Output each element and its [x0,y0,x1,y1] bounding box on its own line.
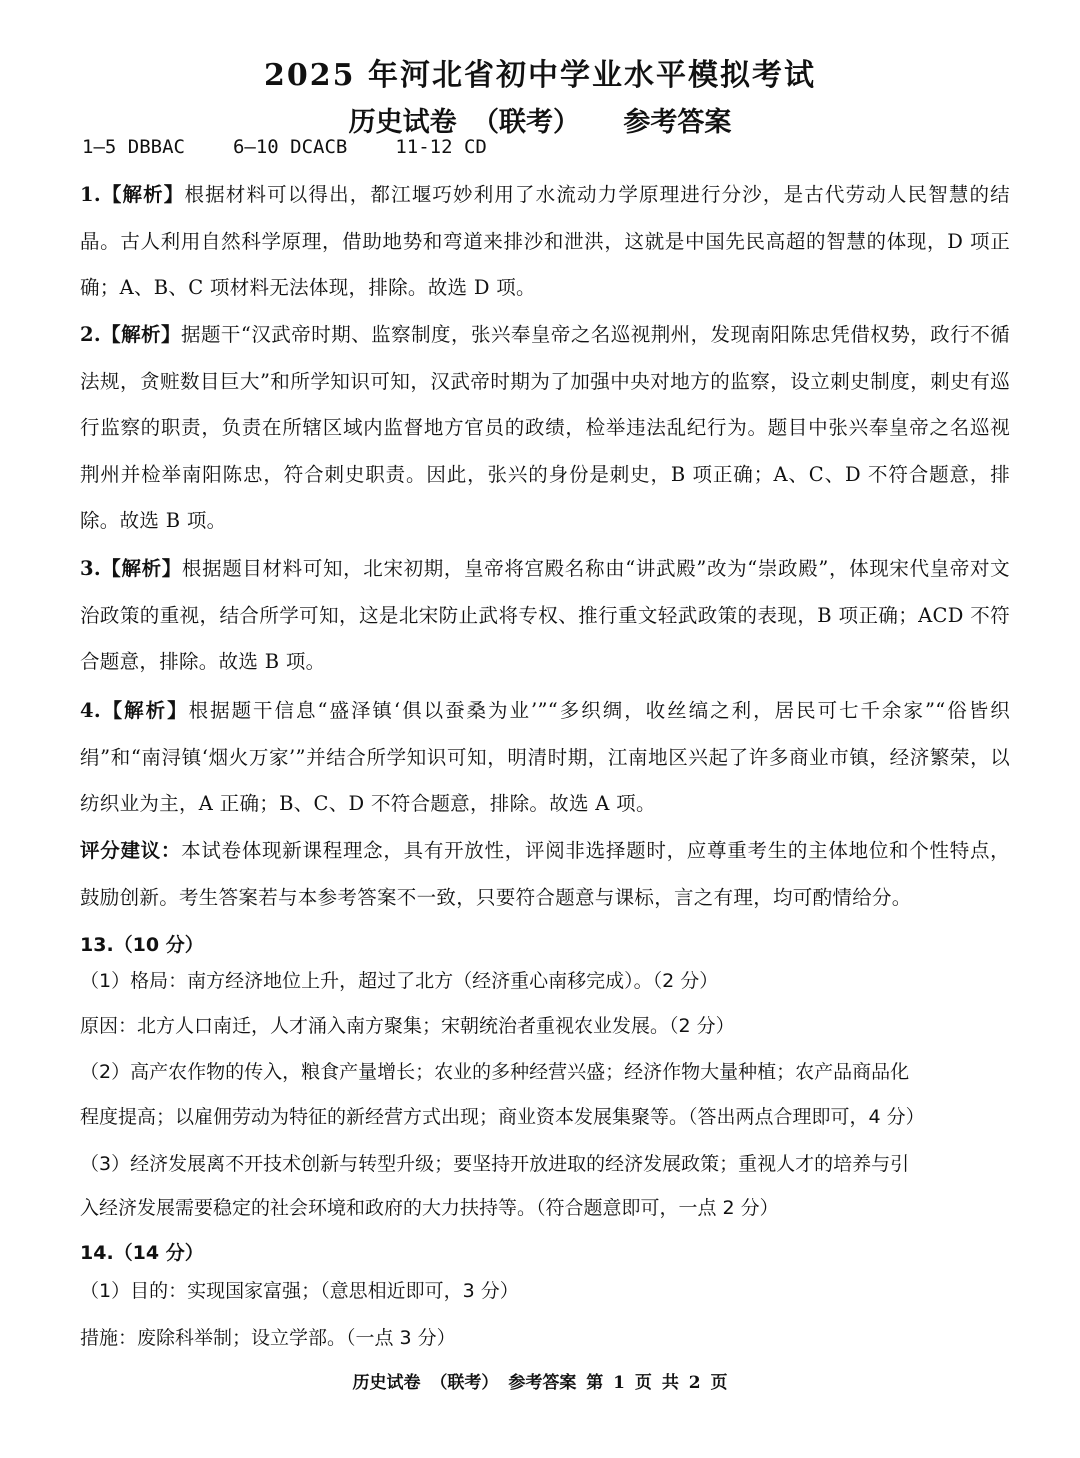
answer-group-1: 1—5 DBBAC [82,136,185,158]
q13-line: （1）格局：南方经济地位上升，超过了北方（经济重心南移完成）。（2 分） [80,970,719,992]
q13-line: 原因：北方人口南迁，人才涌入南方聚集；宋朝统治者重视农业发展。（2 分） [80,1015,735,1037]
q13-line: 入经济发展需要稳定的社会环境和政府的大力扶持等。（符合题意即可，一点 2 分） [80,1197,779,1219]
explanation-text: 根据材料可以得出，都江堰巧妙利用了水流动力学原理进行分沙，是古代劳动人民智慧的结晶。古人利用自然科学原理，借助地势和弯道来排沙和泄洪，这就是中国先民高超的智慧的体现，D 项正确；A、B、C 项材料无法体现，排除。故选 D 项。 [80,183,1010,299]
explanation-label: 1.【解析】 [80,183,185,206]
q13-line: （2）高产农作物的传入，粮食产量增长；农业的多种经营兴盛；经济作物大量种植；农产品商品化 [80,1061,910,1083]
explanation-4 [80,688,1010,828]
answer-group-3: 11-12 CD [395,136,487,158]
grading-label: 评分建议： [80,839,182,862]
page-footer: 历史试卷 （联考） 参考答案 第 1 页 共 2 页 [352,1373,728,1393]
grading-text: 本试卷体现新课程理念，具有开放性，评阅非选择题时，应尊重考生的主体地位和个性特点，鼓励创新。考生答案若与本参考答案不一致，只要符合题意与课标，言之有理，均可酌情给分。 [80,839,1010,909]
q13-line: （3）经济发展离不开技术创新与转型升级；要坚持开放进取的经济发展政策；重视人才的培养与引 [80,1153,910,1175]
q14-header: 14.（14 分） [80,1242,204,1264]
explanation-3 [80,546,1010,686]
explanation-1 [80,172,1010,312]
explanation-2 [80,312,1010,545]
explanation-text: 根据题干信息“盛泽镇‘俱以蚕桑为业’”“多织绸，收丝缟之利，居民可七千余家”“俗皆织绢”和“南浔镇‘烟火万家’”并结合所学知识可知，明清时期，江南地区兴起了许多商业市镇，经济繁荣，以纺织业为主，A 正确；B、C、D 不符合题意，排除。故选 A 项。 [80,699,1010,815]
subject-label: 历史试卷 （联考） [348,107,580,138]
explanation-text: 据题干“汉武帝时期、监察制度，张兴奉皇帝之名巡视荆州，发现南阳陈忠凭借权势，政行不循法规，贪赃数目巨大”和所学知识可知，汉武帝时期为了加强中央对地方的监察，设立刺史制度，刺史有巡行监察的职责，负责在所辖区域内监督地方官员的政绩，检举违法乱纪行为。题目中张兴奉皇帝之名巡视荆州并检举南阳陈忠，符合刺史职责。因此，张兴的身份是刺史，B 项正确；A、C、D 不符合题意，排除。故选 B 项。 [80,323,1010,532]
grading-suggestion [80,828,1010,921]
choice-answers [82,136,535,158]
explanation-label: 3.【解析】 [80,557,182,580]
exam-title: 2025 年河北省初中学业水平模拟考试 [264,58,816,93]
answer-group-2: 6—10 DCACB [232,136,348,158]
explanation-label: 4.【解析】 [80,699,189,722]
q14-line: 措施：废除科举制；设立学部。（一点 3 分） [80,1327,456,1349]
exam-subtitle [0,100,1080,139]
q13-header: 13.（10 分） [80,934,204,956]
q13-line: 程度提高；以雇佣劳动为特征的新经营方式出现；商业资本发展集聚等。（答出两点合理即可，4 分） [80,1106,925,1128]
answer-key-label: 参考答案 [623,107,732,138]
explanation-text: 根据题目材料可知，北宋初期，皇帝将宫殿名称由“讲武殿”改为“崇政殿”，体现宋代皇帝对文治政策的重视，结合所学可知，这是北宋防止武将专权、推行重文轻武政策的表现，B 项正确；ACD 不符合题意，排除。故选 B 项。 [80,557,1010,673]
q14-line: （1）目的：实现国家富强；（意思相近即可，3 分） [80,1280,519,1302]
explanation-label: 2.【解析】 [80,323,181,346]
